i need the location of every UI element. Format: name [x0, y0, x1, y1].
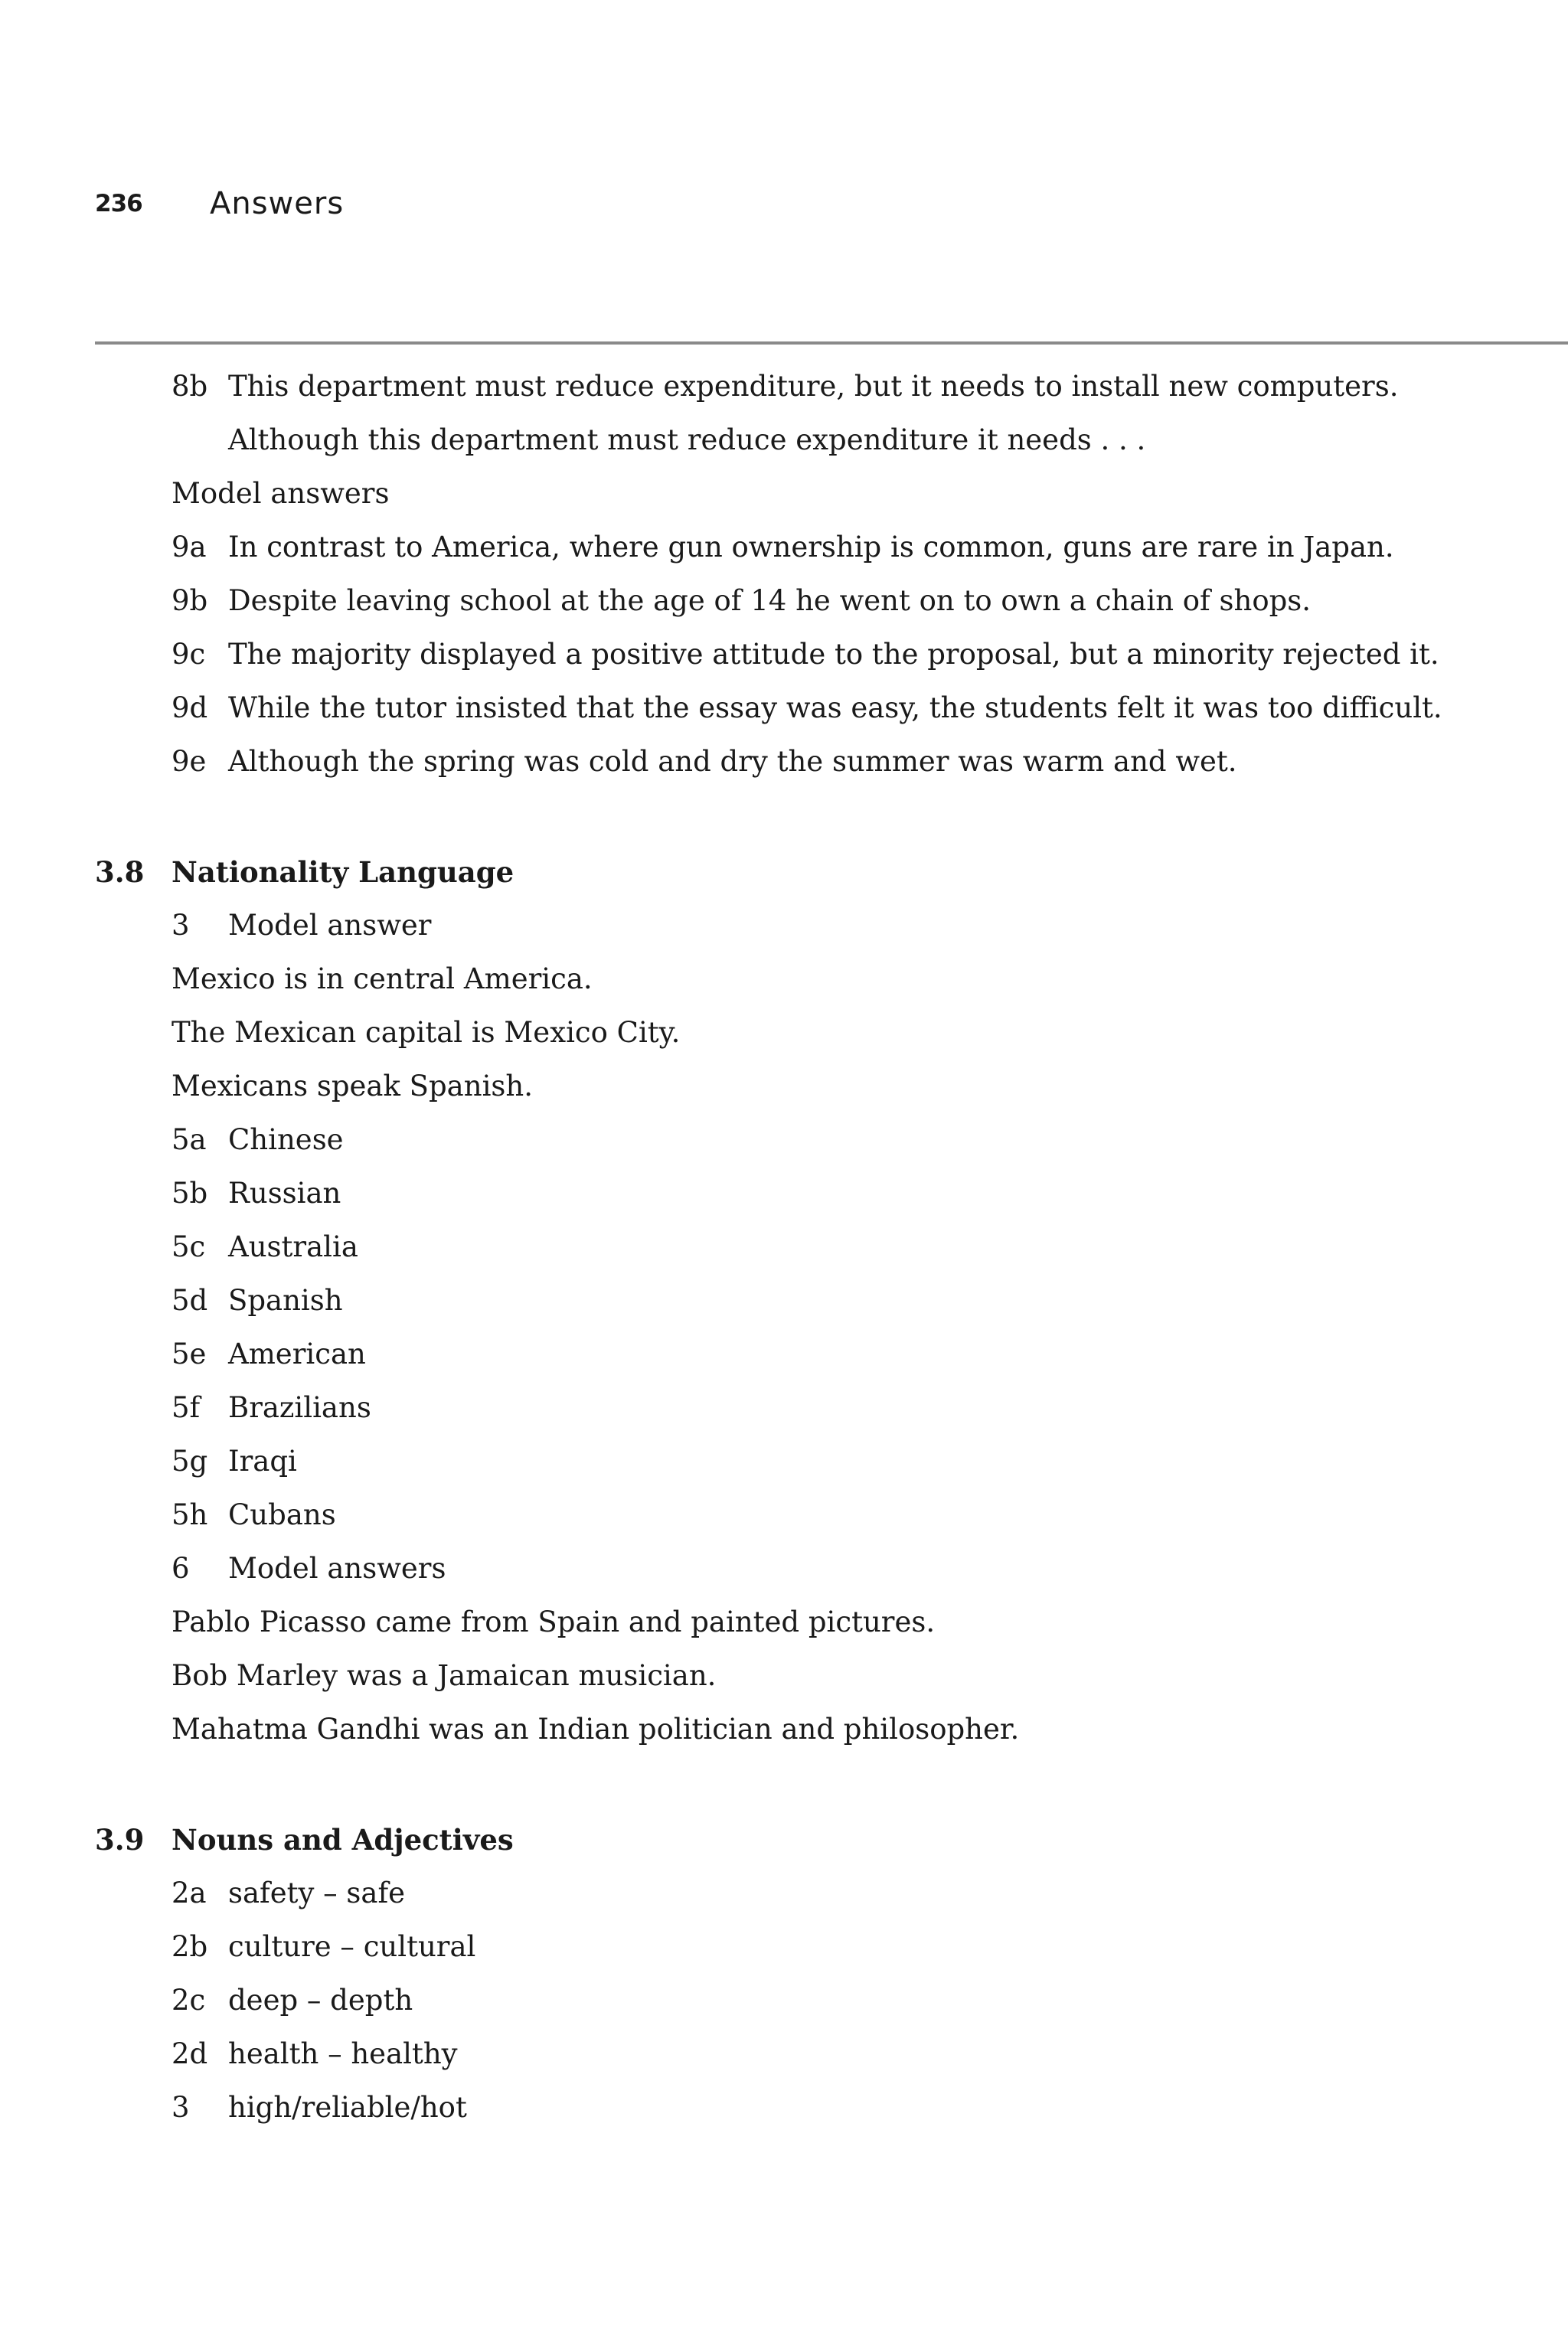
item-text: Cubans	[228, 1498, 336, 1531]
section-title: Nationality Language	[172, 855, 514, 889]
answer-item-3	[95, 899, 1534, 952]
item-number: 5h	[172, 1498, 208, 1531]
answer-item-9b	[95, 574, 1534, 628]
answer-item-9d	[95, 681, 1534, 735]
item-number: 3	[172, 2091, 190, 2124]
answer-item-6	[95, 1542, 1534, 1596]
model-answer-line	[95, 1006, 1534, 1060]
answer-item-2b	[95, 1920, 1534, 1974]
item-number: 9a	[172, 531, 207, 564]
item-number: 5c	[172, 1230, 206, 1263]
section-number: 3.9	[95, 1823, 145, 1857]
section-number: 3.8	[95, 855, 145, 889]
model-answer-line	[95, 952, 1534, 1006]
item-number: 6	[172, 1552, 190, 1585]
answer-text: Mahatma Gandhi was an Indian politician and philosopher.	[172, 1713, 1020, 1746]
running-head: Answers	[210, 186, 345, 221]
model-answer-line	[95, 1703, 1534, 1756]
item-text: Iraqi	[228, 1445, 297, 1478]
answers-content	[95, 360, 1534, 2135]
answer-item-5e	[95, 1328, 1534, 1381]
answer-item-8b-continuation	[95, 413, 1534, 467]
item-number: 8b	[172, 370, 208, 403]
answer-item-5b	[95, 1167, 1534, 1220]
item-number: 3	[172, 909, 190, 942]
item-text: Russian	[228, 1177, 341, 1210]
item-text: Brazilians	[228, 1391, 371, 1424]
item-number: 5b	[172, 1177, 208, 1210]
item-number: 2c	[172, 1984, 206, 2017]
item-text: Australia	[228, 1230, 358, 1263]
answer-item-5h	[95, 1488, 1534, 1542]
item-number: 5d	[172, 1284, 208, 1317]
item-number: 5g	[172, 1445, 208, 1478]
answer-item-8b	[95, 360, 1534, 413]
item-text: This department must reduce expenditure, but it needs to install new computers.	[228, 370, 1399, 403]
section-gap	[95, 1756, 1534, 1813]
answer-text: Mexico is in central America.	[172, 962, 593, 995]
answer-text: Pablo Picasso came from Spain and painted pictures.	[172, 1606, 936, 1638]
item-text: While the tutor insisted that the essay was easy, the students felt it was too difficult.	[228, 691, 1442, 724]
answer-item-9c	[95, 628, 1534, 681]
answer-item-2d	[95, 2027, 1534, 2081]
item-number: 5a	[172, 1123, 207, 1156]
header-rule	[95, 341, 1568, 345]
answer-item-5a	[95, 1113, 1534, 1167]
item-number: 9b	[172, 584, 208, 617]
answer-item-3-nouns	[95, 2081, 1534, 2135]
item-number: 2a	[172, 1877, 207, 1909]
item-text: Despite leaving school at the age of 14 he went on to own a chain of shops.	[228, 584, 1312, 617]
section-gap	[95, 789, 1534, 845]
item-number: 5f	[172, 1391, 201, 1424]
item-number: 2d	[172, 2037, 208, 2070]
page-number: 236	[95, 190, 142, 217]
section-heading-3-9	[95, 1813, 1534, 1867]
answer-item-5g	[95, 1435, 1534, 1488]
section-heading-3-8	[95, 845, 1534, 899]
item-text: American	[228, 1338, 366, 1370]
answer-item-5d	[95, 1274, 1534, 1328]
model-answer-line	[95, 1649, 1534, 1703]
item-number: 9c	[172, 638, 206, 671]
answer-text: Bob Marley was a Jamaican musician.	[172, 1659, 717, 1692]
answer-item-5f	[95, 1381, 1534, 1435]
page-header	[95, 181, 344, 227]
section-title: Nouns and Adjectives	[172, 1823, 514, 1857]
item-text: The majority displayed a positive attitude to the proposal, but a minority rejected it.	[228, 638, 1439, 671]
answer-item-5c	[95, 1220, 1534, 1274]
label-text: Model answers	[172, 477, 390, 510]
item-text: high/reliable/hot	[228, 2091, 467, 2124]
item-text: health – healthy	[228, 2037, 458, 2070]
item-text: safety – safe	[228, 1877, 406, 1909]
model-answer-line	[95, 1596, 1534, 1649]
answer-item-2a	[95, 1867, 1534, 1920]
item-number: 5e	[172, 1338, 207, 1370]
answer-text: Mexicans speak Spanish.	[172, 1070, 533, 1102]
answer-item-9a	[95, 521, 1534, 574]
answer-text: The Mexican capital is Mexico City.	[172, 1016, 681, 1049]
model-answers-label	[95, 467, 1534, 521]
item-number: 9d	[172, 691, 208, 724]
answer-item-9e	[95, 735, 1534, 789]
answer-item-2c	[95, 1974, 1534, 2027]
item-text: In contrast to America, where gun ownership is common, guns are rare in Japan.	[228, 531, 1394, 564]
item-text: Model answer	[228, 909, 432, 942]
item-text: deep – depth	[228, 1984, 413, 2017]
item-text: Chinese	[228, 1123, 344, 1156]
item-text: culture – cultural	[228, 1930, 476, 1963]
item-text: Although the spring was cold and dry the summer was warm and wet.	[228, 745, 1237, 778]
item-number: 2b	[172, 1930, 208, 1963]
model-answer-line	[95, 1060, 1534, 1113]
item-text: Model answers	[228, 1552, 446, 1585]
item-text: Although this department must reduce expenditure it needs . . .	[228, 423, 1146, 456]
item-number: 9e	[172, 745, 207, 778]
item-text: Spanish	[228, 1284, 343, 1317]
